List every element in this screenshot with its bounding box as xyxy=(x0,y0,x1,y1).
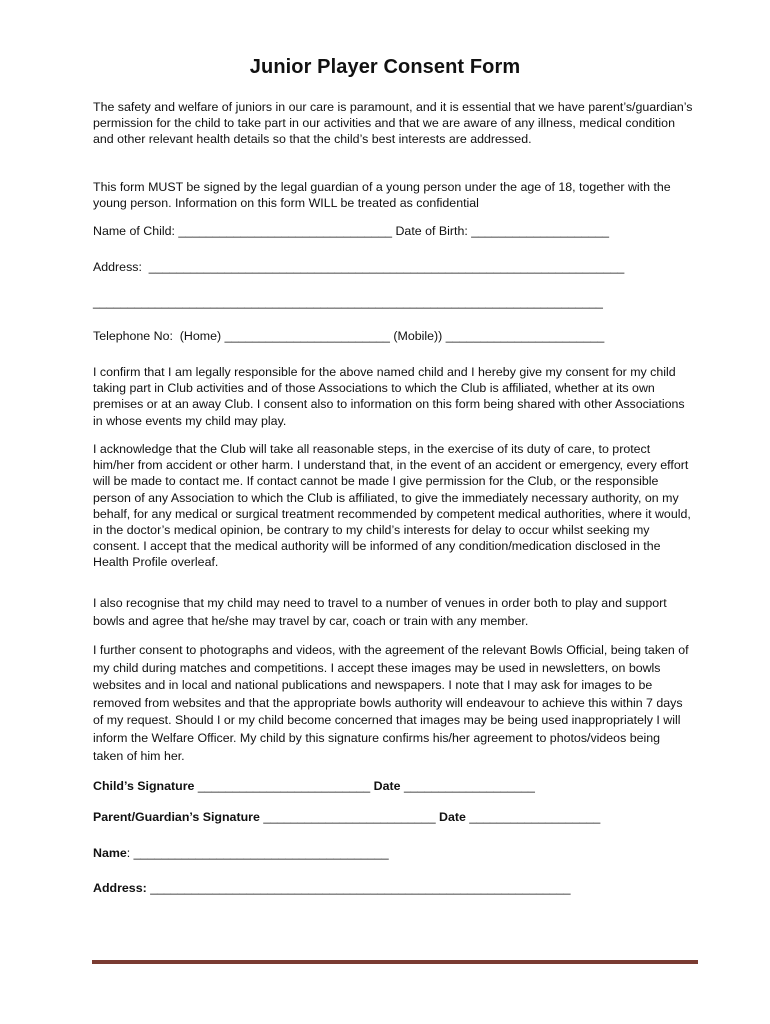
address-label: Address: xyxy=(93,260,142,274)
child-date-label: Date xyxy=(373,779,401,793)
telephone-home-label: Telephone No: (Home) xyxy=(93,329,222,343)
telephone-row xyxy=(93,329,604,343)
child-signature-row xyxy=(93,779,535,793)
telephone-mobile-field[interactable]: _______________________ xyxy=(445,329,605,343)
child-signature-field[interactable]: _________________________ xyxy=(197,779,371,793)
signature-address-label: Address xyxy=(93,881,143,895)
name-field[interactable]: _____________________________________ xyxy=(133,846,389,860)
consent-paragraph-2: I acknowledge that the Club will take all reasonable steps, in the exercise of its duty of care, to protect him/her from accident or other harm. I understand that, in the event of an accident or emergency, every effort will be made to contact me. If contact cannot be made I give permission for the Club, or the responsible person of any Association to which the Club is affiliated, to give the immediately necessary authority, on my behalf, for any medical or surgical treatment recommended by competent medical authorities, where it would, in the doctor’s medical opinion, be contrary to my child’s interests for delay to occur whilst seeking my consent. I accept that the medical authority will be informed of any condition/medication disclosed in the Health Profile overleaf. xyxy=(93,442,691,570)
parent-signature-label: Parent/Guardian’s Signature xyxy=(93,810,260,824)
footer-divider xyxy=(92,960,698,964)
child-date-field[interactable]: ___________________ xyxy=(403,779,535,793)
name-row xyxy=(93,846,389,860)
name-label: Name xyxy=(93,846,127,860)
name-of-child-label: Name of Child: xyxy=(93,224,175,238)
intro-paragraph-2: This form MUST be signed by the legal guardian of a young person under the age of 18, together with the young person. Information on this form WILL be treated as confidential xyxy=(93,180,671,211)
consent-paragraph-1: I confirm that I am legally responsible for the above named child and I hereby give my consent for my child taking part in Club activities and of those Associations to which the Club is affiliated, whether at its own premises or at an away Club. I consent also to information on this form being shared with other Associations in whose events my child may play. xyxy=(93,365,685,428)
parent-signature-row xyxy=(93,810,600,824)
signature-address-colon: : xyxy=(142,881,147,895)
address-field-line-1[interactable]: _____________________________________________________________________ xyxy=(148,260,625,274)
telephone-home-field[interactable]: ________________________ xyxy=(224,329,390,343)
parent-signature-field[interactable]: _________________________ xyxy=(263,810,436,824)
name-colon: : xyxy=(126,846,131,860)
consent-paragraph-4: I further consent to photographs and videos, with the agreement of the relevant Bowls Official, being taken of my child during matches and competitions. I accept these images may be used in newsletters, on bowls websites and in local and national publications and newspapers. I note that I may ask for images to be removed from websites and that the appropriate bowls authority will endeavour to achieve this within 7 days of my request. Should I or my child become concerned that images may be being used inappropriately I will inform the Welfare Officer. My child by this signature confirms his/her agreement to photos/videos being taken of him her. xyxy=(93,643,689,763)
address-row-2 xyxy=(93,295,603,309)
address-field-line-2[interactable]: __________________________________________________________________________ xyxy=(93,295,603,309)
parent-date-label: Date xyxy=(439,810,466,824)
parent-date-field[interactable]: ___________________ xyxy=(469,810,601,824)
child-signature-label: Child’s Signature xyxy=(93,779,195,793)
name-of-child-field[interactable]: _______________________________ xyxy=(178,224,393,238)
intro-paragraph-1: The safety and welfare of juniors in our care is paramount, and it is essential that we have parent’s/guardian’s permission for the child to take part in our activities and that we are aware of any illness, medical condition and other relevant health details so that the child’s best interests are addressed. xyxy=(93,100,693,147)
date-of-birth-label: Date of Birth: xyxy=(395,224,468,238)
name-of-child-row xyxy=(93,224,609,238)
address-row xyxy=(93,260,624,274)
signature-address-field[interactable]: _____________________________________________________________ xyxy=(150,881,571,895)
form-title: Junior Player Consent Form xyxy=(249,56,521,78)
consent-paragraph-3: I also recognise that my child may need to travel to a number of venues in order both to play and support bowls and agree that he/she may travel by car, coach or train with any member. xyxy=(93,596,667,628)
signature-address-row xyxy=(93,881,571,895)
telephone-mobile-label: (Mobile)) xyxy=(393,329,443,343)
date-of-birth-field[interactable]: ____________________ xyxy=(471,224,610,238)
